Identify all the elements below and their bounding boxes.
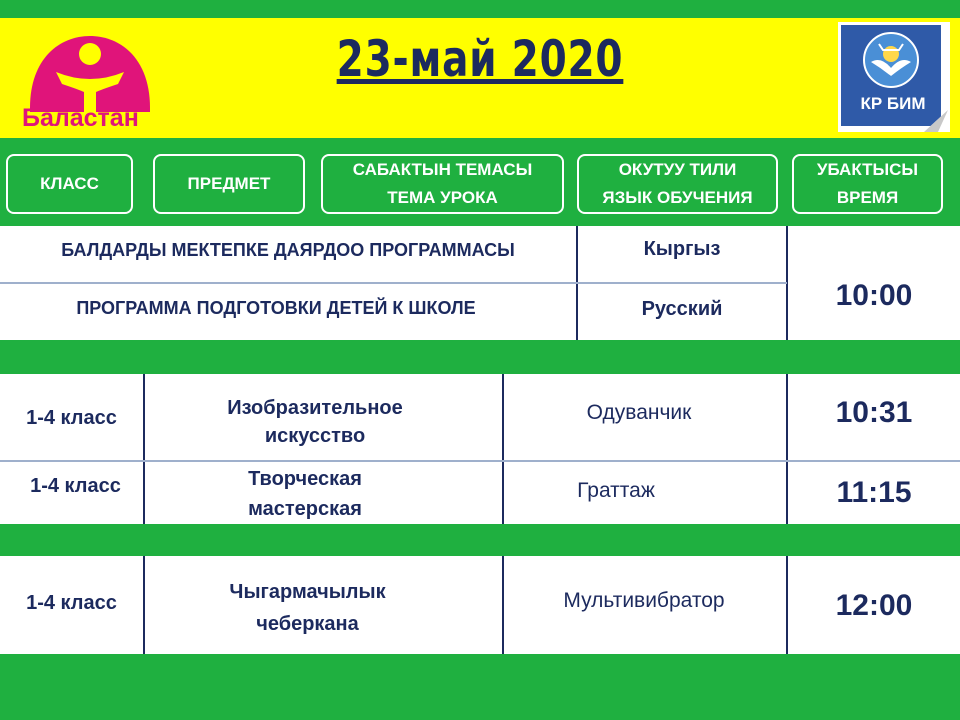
program-title-ru: ПРОГРАММА ПОДГОТОВКИ ДЕТЕЙ К ШКОЛЕ	[76, 298, 476, 318]
column-class[interactable]	[6, 154, 133, 214]
lesson-3-subject-line1: Чыгармачылык	[229, 581, 386, 603]
column-subject[interactable]	[153, 154, 305, 214]
lesson-1-time: 10:31	[835, 396, 913, 429]
lessons-row-divider	[0, 460, 960, 462]
kyrgyz-emblem-icon	[861, 30, 921, 90]
program-language-ru: Русский	[641, 298, 723, 320]
lesson-3-subject-line2: чеберкана	[256, 613, 359, 635]
lesson-2-class: 1-4 класс	[30, 475, 121, 497]
column-topic-label-ru: ТЕМА УРОКА	[387, 188, 498, 207]
program-row-divider	[0, 282, 787, 284]
column-language[interactable]	[577, 154, 778, 214]
page-title: 23-май 2020	[336, 30, 624, 88]
lesson-2-subject-line2: мастерская	[248, 498, 362, 520]
lesson-2-subject-line1: Творческая	[248, 468, 362, 490]
column-language-label-ru: ЯЗЫК ОБУЧЕНИЯ	[602, 188, 753, 207]
column-subject-label: ПРЕДМЕТ	[187, 174, 271, 193]
column-class-label: КЛАСС	[40, 174, 99, 193]
program-time: 10:00	[835, 279, 913, 312]
lesson-3-subject	[145, 576, 470, 640]
column-time-label-ky: УБАКТЫСЫ	[816, 160, 919, 179]
lesson-1-class: 1-4 класс	[26, 407, 117, 429]
lesson-3-time: 12:00	[835, 589, 913, 622]
balastan-logo-text: Баластан	[22, 104, 139, 132]
program-language-ky: Кыргыз	[643, 238, 721, 260]
program-title-ky: БАЛДАРДЫ МЕКТЕПКЕ ДАЯРДОО ПРОГРАММАСЫ	[61, 240, 515, 260]
column-language-label-ky: ОКУТУУ ТИЛИ	[618, 160, 737, 179]
lesson-2-subject	[145, 464, 465, 524]
lesson-2-time: 11:15	[836, 476, 912, 509]
column-time[interactable]	[792, 154, 943, 214]
lesson-2-topic: Граттаж	[577, 479, 655, 502]
lesson-1-subject-line1: Изобразительное	[227, 397, 403, 419]
lesson-3-class: 1-4 класс	[26, 592, 117, 614]
lesson-3-topic: Мультивибратор	[563, 589, 725, 612]
lesson-1-subject-line2: искусство	[264, 425, 366, 447]
ministry-logo-text: КР БИМ	[860, 94, 926, 113]
column-topic-label-ky: САБАКТЫН ТЕМАСЫ	[352, 160, 533, 179]
lesson-1-topic: Одуванчик	[586, 401, 692, 424]
column-time-label-ru: ВРЕМЯ	[836, 188, 899, 207]
column-topic[interactable]	[321, 154, 564, 214]
lesson-1-subject	[145, 394, 485, 450]
